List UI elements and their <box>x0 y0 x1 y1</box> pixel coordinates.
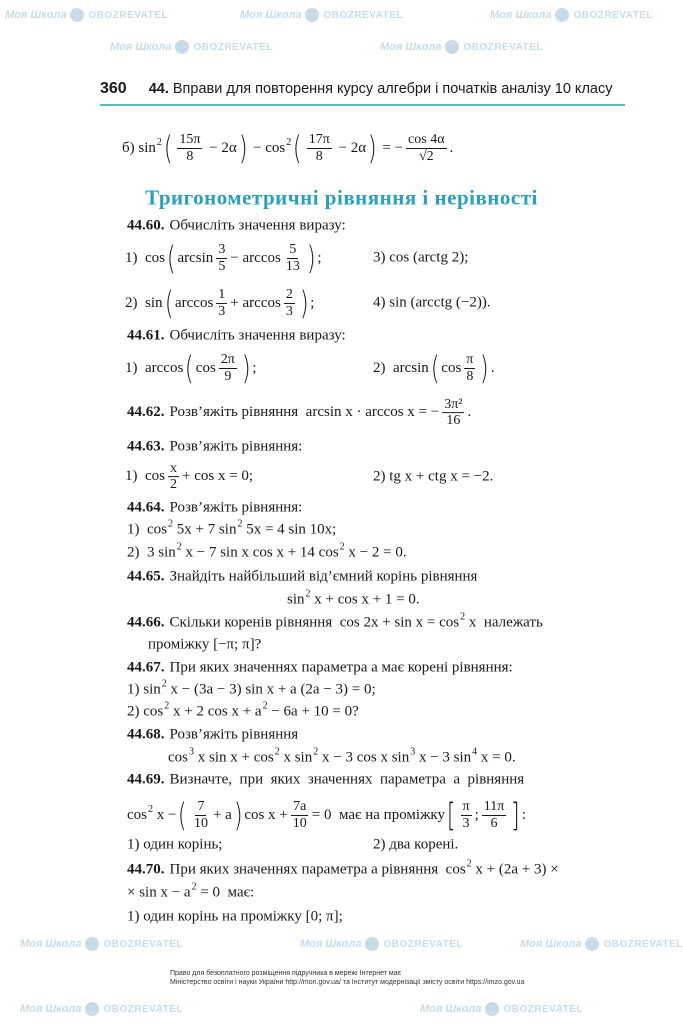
watermark-brand: OBOZREVATEL <box>323 9 404 21</box>
fraction <box>461 799 472 831</box>
numerator: π <box>462 799 470 815</box>
right-bracket: ) <box>367 129 377 167</box>
math-text: Скільки коренів рівняння cos 2x + sin x = cos <box>169 614 460 631</box>
watermark-logo-icon <box>555 8 569 22</box>
math-text: cos x + <box>244 806 288 823</box>
watermark-brand: Моя Школа <box>20 1002 82 1015</box>
problem-statement <box>127 772 524 789</box>
math-text: x − 3 cos x sin <box>318 749 410 766</box>
math-line <box>127 796 526 834</box>
denominator: 8 <box>466 368 474 384</box>
math-text: x − <box>153 806 177 823</box>
math-text: Обчисліть значення виразу: <box>169 327 346 344</box>
watermark-brand: OBOZREVATEL <box>103 938 184 950</box>
right-bracket: ) <box>241 349 251 387</box>
watermark <box>490 8 653 22</box>
watermark-logo-icon <box>70 8 84 22</box>
math-text: 4) sin (arcctg (−2)). <box>373 294 491 311</box>
watermark-brand: Моя Школа <box>300 937 362 950</box>
watermark-logo-icon <box>305 8 319 22</box>
watermark <box>240 8 403 22</box>
math-line <box>122 129 454 167</box>
math-line <box>287 588 420 609</box>
problem-statement <box>127 500 302 517</box>
superscript: 2 <box>460 611 466 623</box>
watermark-brand: Моя Школа <box>20 937 82 950</box>
math-text: x sin x + cos <box>194 749 274 766</box>
math-line <box>127 700 359 721</box>
right-bracket: ) <box>480 349 489 387</box>
math-text: 1) cos <box>127 521 167 538</box>
problem-statement <box>127 328 346 345</box>
watermark-logo-icon <box>175 40 189 54</box>
math-text: x sin <box>279 749 313 766</box>
right-bracket: ) <box>306 239 316 277</box>
problem-statement <box>127 727 298 744</box>
math-text: 2) cos <box>127 703 164 720</box>
footer-line: Міністерство освіти і науки України http://mon.gov.ua/ та Інститут модернізації змісту освіти https://imzo.gov.ua <box>170 979 525 986</box>
math-line <box>127 678 376 699</box>
math-text: x − 7 sin x cos x + 14 cos <box>181 544 339 561</box>
math-text: sin <box>287 591 305 608</box>
watermark-logo-icon <box>445 40 459 54</box>
math-text: 5x + 7 sin <box>173 521 237 538</box>
superscript: 2 <box>156 136 162 148</box>
math-line <box>373 837 458 854</box>
math-text: cos <box>127 806 147 823</box>
fraction <box>291 799 309 831</box>
denominator: 3 <box>218 303 226 319</box>
watermark <box>5 8 168 22</box>
math-text: x − (3a − 3) sin x + a (2a − 3) = 0; <box>166 681 376 698</box>
math-text: ; <box>317 249 322 266</box>
parentheses <box>165 239 317 277</box>
math-text: 3) cos (arctg 2); <box>373 249 469 266</box>
problem-statement <box>127 218 346 235</box>
superscript: 2 <box>262 700 268 712</box>
problem-number: 44.68. <box>127 726 165 743</box>
left-bracket: [ <box>446 796 456 834</box>
math-text: × sin x − a <box>127 884 191 901</box>
math-line <box>127 881 255 902</box>
numerator: 3π² <box>444 397 463 413</box>
math-text: x належать <box>465 614 543 631</box>
left-bracket: ( <box>163 129 173 167</box>
watermark <box>520 937 683 951</box>
parentheses <box>163 284 311 322</box>
parentheses <box>291 129 378 167</box>
watermark-brand: OBOZREVATEL <box>103 1003 184 1015</box>
math-text: 1) arccos <box>125 359 184 376</box>
footer <box>170 969 524 987</box>
math-line <box>148 637 261 654</box>
section-heading-line <box>0 186 683 211</box>
math-text: проміжку [−π; π]? <box>148 636 262 653</box>
superscript: 2 <box>237 518 243 530</box>
math-text: При яких значеннях параметра a рівняння cos <box>169 861 466 878</box>
math-text: Розв’яжіть рівняння <box>169 726 299 743</box>
math-text: . <box>449 139 454 156</box>
superscript: 2 <box>176 541 182 553</box>
header-divider <box>100 104 625 106</box>
math-line <box>125 461 253 493</box>
math-line <box>127 518 337 539</box>
watermark-brand: OBOZREVATEL <box>88 9 169 21</box>
right-bracket: ) <box>299 284 309 322</box>
superscript: 2 <box>286 136 292 148</box>
watermark-logo-icon <box>585 937 599 951</box>
watermark-brand: OBOZREVATEL <box>463 41 544 53</box>
math-line <box>373 349 495 387</box>
fraction <box>219 352 237 384</box>
numerator: cos 4α <box>408 132 445 148</box>
numerator: 17π <box>308 132 330 148</box>
denominator: 13 <box>285 258 300 274</box>
math-text: Розв’яжіть рівняння arcsin x · arccos x = − <box>169 404 440 421</box>
watermark <box>20 1002 183 1016</box>
left-bracket: ( <box>178 796 188 834</box>
numerator: π <box>466 352 474 368</box>
math-text: 1) один корінь; <box>127 836 223 853</box>
watermark-brand: OBOZREVATEL <box>503 1003 584 1015</box>
page-number: 360 <box>100 80 127 97</box>
denominator: 3 <box>462 815 470 831</box>
fraction <box>177 132 202 164</box>
math-text: = 0 має: <box>196 884 255 901</box>
math-line <box>127 909 343 926</box>
right-bracket: ) <box>233 796 243 834</box>
math-text: − cos <box>249 139 286 156</box>
denominator: 8 <box>186 148 194 164</box>
watermark <box>110 40 273 54</box>
denominator: 6 <box>490 815 498 831</box>
math-text: − 6a + 10 = 0? <box>267 703 359 720</box>
right-bracket: ] <box>511 796 520 834</box>
denominator: 2 <box>170 477 177 493</box>
math-text: . <box>467 404 472 421</box>
fraction <box>168 461 179 493</box>
fraction <box>284 242 302 274</box>
numerator: 2π <box>220 352 235 368</box>
fraction <box>216 287 227 319</box>
superscript: 2 <box>313 746 319 758</box>
problem-number: 44.63. <box>127 438 165 455</box>
superscript: 2 <box>168 518 173 530</box>
parentheses <box>429 349 491 387</box>
parentheses <box>162 129 249 167</box>
watermark-logo-icon <box>365 937 379 951</box>
footer-line: Право для безоплатного розміщення підручника в мережі Інтернет має <box>170 970 402 977</box>
problem-number: 44.64. <box>127 499 165 516</box>
problem-number: 44.70. <box>127 861 165 878</box>
fraction <box>464 352 475 384</box>
math-text: x − 3 sin <box>415 749 472 766</box>
watermark-brand: OBOZREVATEL <box>573 9 654 21</box>
math-text: : <box>521 806 526 823</box>
section-title: Вправи для повторення курсу алгебри і початків аналізу 10 класу <box>172 81 613 97</box>
math-line <box>127 541 407 562</box>
left-bracket: ( <box>166 239 176 277</box>
math-text: ; <box>474 806 479 823</box>
math-text: 2) 3 sin <box>127 544 176 561</box>
math-line <box>125 349 257 387</box>
numerator: 7a <box>293 799 307 815</box>
fraction <box>406 132 447 164</box>
math-text: + arccos <box>230 294 281 311</box>
math-text: cos <box>441 359 462 376</box>
watermark-brand: Моя Школа <box>420 1002 482 1015</box>
math-text: 1) один корінь на проміжку [0; π]; <box>127 908 343 925</box>
numerator: 11π <box>483 799 505 815</box>
superscript: 2 <box>161 678 167 690</box>
math-text: + cos x = 0; <box>182 468 254 485</box>
problem-statement <box>127 397 471 429</box>
section-number: 44. <box>148 81 169 97</box>
math-text: Розв’яжіть рівняння: <box>169 438 303 455</box>
superscript: 4 <box>472 746 478 758</box>
numerator: 1 <box>218 287 226 303</box>
watermark-brand: Моя Школа <box>490 8 552 21</box>
math-line <box>125 284 315 322</box>
math-text: 5x = 4 sin 10x; <box>242 521 337 538</box>
math-text: ; <box>252 359 257 376</box>
fraction <box>192 799 210 831</box>
section-heading: Тригонометричні рівняння і нерівності <box>145 185 538 210</box>
left-bracket: ( <box>293 129 302 167</box>
superscript: 2 <box>191 881 197 893</box>
problem-number: 44.60. <box>127 217 165 234</box>
watermark-brand: OBOZREVATEL <box>193 41 274 53</box>
problem-number: 44.69. <box>127 771 165 788</box>
watermark <box>300 937 463 951</box>
watermark-brand: Моя Школа <box>5 8 67 21</box>
fraction <box>442 397 464 429</box>
problem-number: 44.65. <box>127 568 165 585</box>
superscript: 2 <box>164 700 170 712</box>
superscript: 3 <box>410 746 416 758</box>
watermark-brand: Моя Школа <box>110 40 172 53</box>
math-text: 2) два корені. <box>373 836 459 853</box>
math-text: 1) sin <box>127 681 161 698</box>
problem-number: 44.67. <box>127 659 165 676</box>
problem-statement <box>127 660 513 677</box>
math-text: − 2α <box>205 139 237 156</box>
math-text: arccos <box>174 294 214 311</box>
numerator: x <box>170 461 177 477</box>
math-text: cos <box>195 359 216 376</box>
fraction <box>216 242 227 274</box>
parentheses <box>176 796 244 834</box>
math-line <box>373 250 468 267</box>
problem-statement <box>127 439 302 456</box>
problem-number: 44.66. <box>127 614 165 631</box>
math-text: − arccos <box>230 249 281 266</box>
watermark-brand: Моя Школа <box>240 8 302 21</box>
superscript: 2 <box>148 803 153 815</box>
denominator: 9 <box>224 368 232 384</box>
watermark-brand: OBOZREVATEL <box>603 938 683 950</box>
left-bracket: ( <box>185 349 194 387</box>
numerator: 3 <box>218 242 226 258</box>
math-text: + a <box>212 806 232 823</box>
numerator: 15π <box>179 132 201 148</box>
math-text: x + (2a + 3) × <box>471 861 559 878</box>
watermark <box>380 40 543 54</box>
math-text: cos <box>168 749 188 766</box>
math-text: 2) sin <box>125 294 163 311</box>
math-text: Обчисліть значення виразу: <box>169 217 346 234</box>
watermark-logo-icon <box>85 1002 99 1016</box>
math-text: = − <box>378 139 404 156</box>
right-bracket: ) <box>238 129 248 167</box>
math-line <box>168 746 516 767</box>
math-text: Знайдіть найбільший від’ємний корінь рівняння <box>169 568 478 585</box>
math-text: = 0 має на проміжку <box>311 806 446 823</box>
math-text: ; <box>310 294 315 311</box>
superscript: 2 <box>305 588 311 600</box>
math-text: arcsin <box>177 249 214 266</box>
math-text: x = 0. <box>477 749 516 766</box>
watermark-brand: OBOZREVATEL <box>383 938 464 950</box>
denominator: √2 <box>418 148 434 164</box>
math-text: 2) tg x + ctg x = −2. <box>373 468 494 485</box>
math-text: x + cos x + 1 = 0. <box>310 591 420 608</box>
math-line <box>125 239 322 277</box>
numerator: 2 <box>285 287 293 303</box>
math-text: При яких значеннях параметра a має корені рівняння: <box>169 659 513 676</box>
denominator: 16 <box>446 413 461 429</box>
brackets <box>445 796 522 834</box>
math-text: x − 2 = 0. <box>344 544 407 561</box>
problem-statement <box>127 569 477 586</box>
math-text: б) sin <box>122 139 156 156</box>
math-text: Розв’яжіть рівняння: <box>169 499 303 516</box>
superscript: 2 <box>466 858 472 870</box>
problem-statement <box>127 858 559 879</box>
left-bracket: ( <box>430 349 440 387</box>
denominator: 10 <box>193 815 208 831</box>
denominator: 5 <box>218 258 226 274</box>
watermark-brand: Моя Школа <box>380 40 442 53</box>
superscript: 2 <box>274 746 280 758</box>
problem-statement <box>127 611 543 632</box>
math-text: Визначте, при яких значеннях параметра a рівняння <box>169 771 525 788</box>
running-header <box>100 80 625 98</box>
watermark-logo-icon <box>85 937 99 951</box>
denominator: 10 <box>292 815 307 831</box>
math-text: x + 2 cos x + a <box>169 703 262 720</box>
watermark-brand: Моя Школа <box>520 937 582 950</box>
numerator: 5 <box>289 242 297 258</box>
math-line <box>373 469 493 486</box>
problem-number: 44.62. <box>127 404 165 421</box>
parentheses <box>183 349 252 387</box>
watermark <box>20 937 183 951</box>
superscript: 2 <box>339 541 345 553</box>
watermark <box>420 1002 583 1016</box>
math-text: 1) cos <box>125 249 165 266</box>
math-text: 2) arcsin <box>373 359 429 376</box>
fraction <box>307 132 332 164</box>
math-text: 1) cos <box>125 468 165 485</box>
math-line <box>373 295 491 312</box>
watermark-logo-icon <box>485 1002 499 1016</box>
math-line <box>127 837 222 854</box>
math-text: − 2α <box>334 139 367 156</box>
fraction <box>482 799 507 831</box>
numerator: 7 <box>197 799 205 815</box>
problem-number: 44.61. <box>127 327 165 344</box>
left-bracket: ( <box>164 284 174 322</box>
fraction <box>284 287 295 319</box>
denominator: 3 <box>285 303 293 319</box>
math-text: . <box>490 359 495 376</box>
denominator: 8 <box>315 148 323 164</box>
superscript: 3 <box>189 746 194 758</box>
